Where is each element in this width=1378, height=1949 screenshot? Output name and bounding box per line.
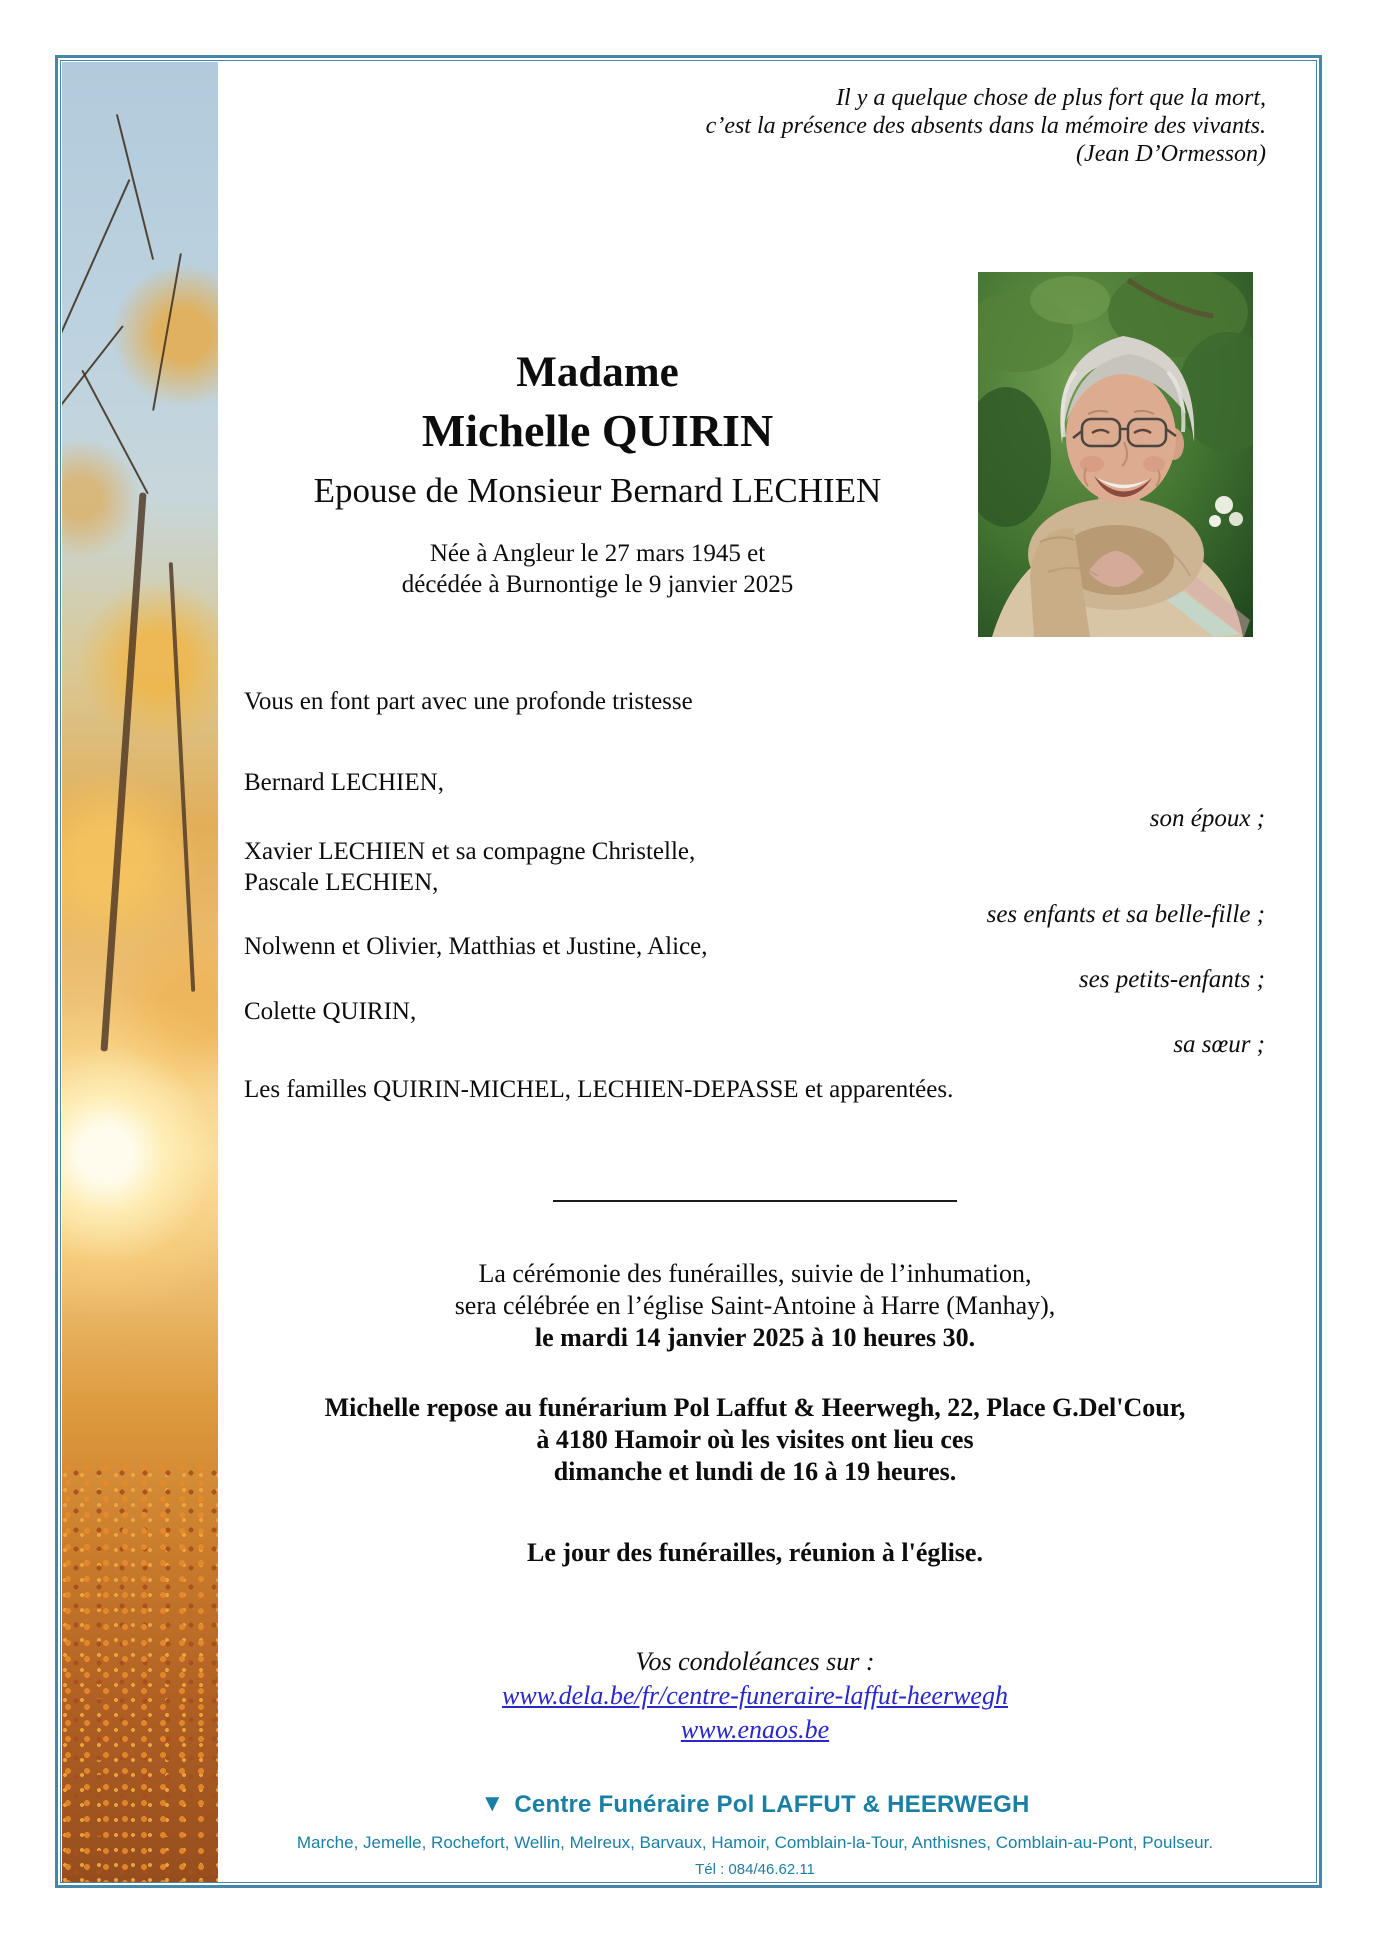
tree-branch (116, 114, 154, 260)
announcement-intro: Vous en font part avec une profonde tristesse (244, 688, 693, 715)
ceremony-line-2: sera célébrée en l’église Saint-Antoine à Harre (Manhay), (454, 1291, 1056, 1320)
ceremony-block (220, 1258, 1290, 1354)
deceased-spouse-line: Epouse de Monsieur Bernard LECHIEN (313, 471, 882, 510)
funeral-home-phone: Tél : 084/46.62.11 (695, 1861, 815, 1878)
quote-author: (Jean D’Ormesson) (1076, 141, 1266, 167)
opening-quote (380, 84, 1266, 168)
tree-branch (62, 179, 130, 335)
autumn-trees-photo (62, 62, 218, 1882)
deceased-dates (225, 538, 970, 600)
quote-line-2: c’est la présence des absents dans la mémoire des vivants. (705, 113, 1266, 139)
condolences-label: Vos condoléances sur : (635, 1647, 875, 1676)
family-husband: Bernard LECHIEN, (244, 769, 444, 796)
tree-trunk (169, 562, 195, 992)
family-children-line2: Pascale LECHIEN, (244, 869, 439, 896)
fallen-leaves-ground (62, 1462, 218, 1882)
ceremony-line-1: La cérémonie des funérailles, suivie de l’inhumation, (478, 1259, 1032, 1288)
relation-husband: son époux ; (1149, 805, 1265, 832)
funeral-home-name-text: Centre Funéraire Pol LAFFUT & HEERWEGH (514, 1791, 1030, 1818)
relation-sister: sa sœur ; (1173, 1031, 1265, 1058)
condolences-block (220, 1645, 1290, 1747)
repose-line-3: dimanche et lundi de 16 à 19 heures. (553, 1457, 957, 1486)
quote-line-1: Il y a quelque chose de plus fort que la mort, (836, 85, 1266, 111)
tree-branch (152, 253, 182, 411)
families-line: Les familles QUIRIN-MICHEL, LECHIEN-DEPASSE et apparentées. (244, 1076, 954, 1103)
birth-line: Née à Angleur le 27 mars 1945 et (429, 540, 766, 567)
family-sister: Colette QUIRIN, (244, 998, 417, 1025)
tree-branch (81, 370, 148, 495)
deceased-name: Michelle QUIRIN (421, 405, 774, 456)
repose-line-1: Michelle repose au funérarium Pol Laffut & Heerwegh, 22, Place G.Del'Cour, (324, 1393, 1186, 1422)
funeral-home-logo-icon: ▼ (480, 1790, 505, 1817)
tree-trunk (100, 492, 146, 1051)
portrait-photo (978, 272, 1253, 637)
relation-grandchildren: ses petits-enfants ; (1078, 966, 1265, 993)
section-divider-line (553, 1200, 957, 1202)
funeral-home-name (220, 1791, 1290, 1819)
repose-block (220, 1392, 1290, 1488)
family-children-line1: Xavier LECHIEN et sa compagne Christelle, (244, 838, 696, 865)
family-grandchildren: Nolwenn et Olivier, Matthias et Justine, Alice, (244, 933, 708, 960)
death-line: décédée à Burnontige le 9 janvier 2025 (401, 571, 794, 598)
condolence-link-enaos[interactable]: www.enaos.be (680, 1715, 830, 1744)
condolence-link-dela[interactable]: www.dela.be/fr/centre-funeraire-laffut-heerwegh (502, 1681, 1008, 1710)
ceremony-date-line: le mardi 14 janvier 2025 à 10 heures 30. (534, 1323, 976, 1352)
gathering-line: Le jour des funérailles, réunion à l'église. (527, 1538, 983, 1567)
funeral-home-locations: Marche, Jemelle, Rochefort, Wellin, Melreux, Barvaux, Hamoir, Comblain-la-Tour, Anthisnes, Comblain-au-Pont, Poulseur. (296, 1833, 1214, 1852)
tree-branch (62, 325, 124, 429)
relation-children: ses enfants et sa belle-fille ; (986, 901, 1265, 928)
repose-line-2: à 4180 Hamoir où les visites ont lieu ces (536, 1425, 974, 1454)
deceased-civility: Madame (516, 349, 679, 396)
